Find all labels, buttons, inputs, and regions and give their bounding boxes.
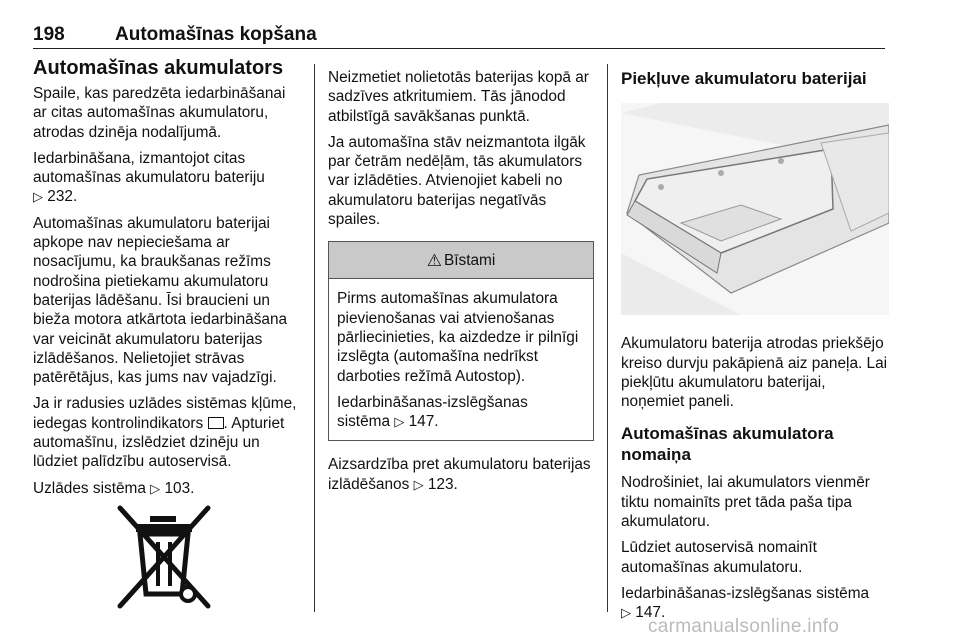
paragraph: Lūdziet autoservisā nomainīt automašīnas akumulatoru. bbox=[621, 539, 817, 576]
triangle-right-icon: ▷ bbox=[394, 414, 405, 430]
triangle-right-icon: ▷ bbox=[33, 189, 43, 205]
column-divider bbox=[607, 64, 608, 612]
paragraph-text: Iedarbināšanas-izslēgšanas sistēma bbox=[337, 393, 528, 431]
paragraph-text: Iedarbināšana, izmantojot citas automašīnas akumulatoru bateriju bbox=[33, 149, 265, 187]
paragraph: Spaile, kas paredzēta iedarbināšanai ar citas automašīnas akumulatoru, atrodas dzinēja nodalījumā. bbox=[33, 85, 286, 141]
paragraph-text: Iedarbināšanas-izslēgšanas sistēma bbox=[621, 584, 870, 602]
page-header bbox=[33, 20, 885, 49]
paragraph: Ja automašīna stāv neizmantota ilgāk par četrām nedēļām, tās akumulators var izlādēties. Atvienojiet kabeli no akumulatoru baterijas negatīvās spailes. bbox=[328, 133, 586, 229]
page-reference[interactable]: 123. bbox=[427, 475, 458, 493]
warning-triangle-icon: ⚠ bbox=[426, 250, 442, 270]
section-heading: Automašīnas akumulatora nomaiņa bbox=[621, 424, 834, 465]
page-reference[interactable]: 147. bbox=[635, 604, 666, 622]
paragraph: Akumulatoru baterija atrodas priekšējo kreiso durvju pakāpienā aiz paneļa. Lai piekļūtu akumulatoru baterijai, noņemiet paneli. bbox=[621, 335, 888, 411]
paragraph bbox=[33, 394, 301, 471]
paragraph: Pirms automašīnas akumulatora pievienošanas vai atvienošanas pārliecinieties, ka aizdedze ir pilnīgi izslēgta (automašīna nedrīkst darboties režīmā Autostop). bbox=[337, 290, 579, 385]
battery-charge-warning-icon bbox=[208, 417, 224, 429]
danger-notice bbox=[328, 241, 594, 441]
paragraph-text: Ja ir radusies uzlādes sistēmas kļūme, iedegas kontrolindikators bbox=[33, 395, 297, 432]
column-right bbox=[621, 68, 889, 630]
page-reference[interactable]: 103. bbox=[164, 479, 195, 497]
danger-notice-body bbox=[329, 279, 593, 440]
paragraph-text: Uzlādes sistēma bbox=[33, 479, 146, 497]
triangle-right-icon: ▷ bbox=[621, 605, 631, 621]
paragraph bbox=[328, 455, 594, 494]
paragraph bbox=[33, 149, 301, 207]
paragraph-text: Aizsardzība pret akumulatoru baterijas izlādēšanos bbox=[328, 456, 591, 493]
column-middle bbox=[328, 68, 594, 501]
section-heading: Piekļuve akumulatoru baterijai bbox=[621, 69, 867, 88]
paragraph: Nodrošiniet, lai akumulators vienmēr tiktu nomainīts pret tāda paša tipa akumulatoru. bbox=[621, 474, 870, 531]
paragraph bbox=[33, 479, 301, 498]
page-number: 198 bbox=[33, 24, 65, 45]
page-reference[interactable]: 232. bbox=[47, 188, 78, 206]
column-divider bbox=[314, 64, 315, 612]
triangle-right-icon: ▷ bbox=[150, 480, 161, 496]
paragraph-text: . Apturiet automašīnu, izslēdziet dzinēju un lūdziet palīdzību autoservisā. bbox=[33, 414, 285, 471]
triangle-right-icon: ▷ bbox=[413, 476, 424, 492]
section-heading: Automašīnas akumulators bbox=[33, 57, 284, 79]
column-left bbox=[33, 56, 301, 505]
running-title: Automašīnas kopšana bbox=[115, 24, 317, 45]
paragraph: Neizmetiet nolietotās baterijas kopā ar sadzīves atkritumiem. Tās jānodod atbilstīgā savākšanas punktā. bbox=[328, 69, 589, 125]
paragraph bbox=[337, 393, 585, 432]
page-reference[interactable]: 147. bbox=[408, 413, 439, 431]
paragraph: Automašīnas akumulatoru baterijai apkope nav nepieciešama ar nosacījumu, ka braukšanas režīms nodrošina pietiekamu akumulatoru baterijas lādēšanu. Īsi braucieni un bieža motora atkārtota iedarbināšana var veicināt akumulatoru baterijas izlādēšanos. Nelietojiet strāvas patērētājus, kas jums nav vajadzīgi. bbox=[33, 214, 288, 387]
crossed-out-wheelie-bin-icon bbox=[112, 502, 216, 612]
danger-notice-header bbox=[329, 242, 593, 279]
door-step-illustration bbox=[621, 103, 889, 315]
danger-notice-title: Bīstami bbox=[443, 251, 496, 269]
watermark: carmanualsonline.info bbox=[648, 616, 840, 637]
